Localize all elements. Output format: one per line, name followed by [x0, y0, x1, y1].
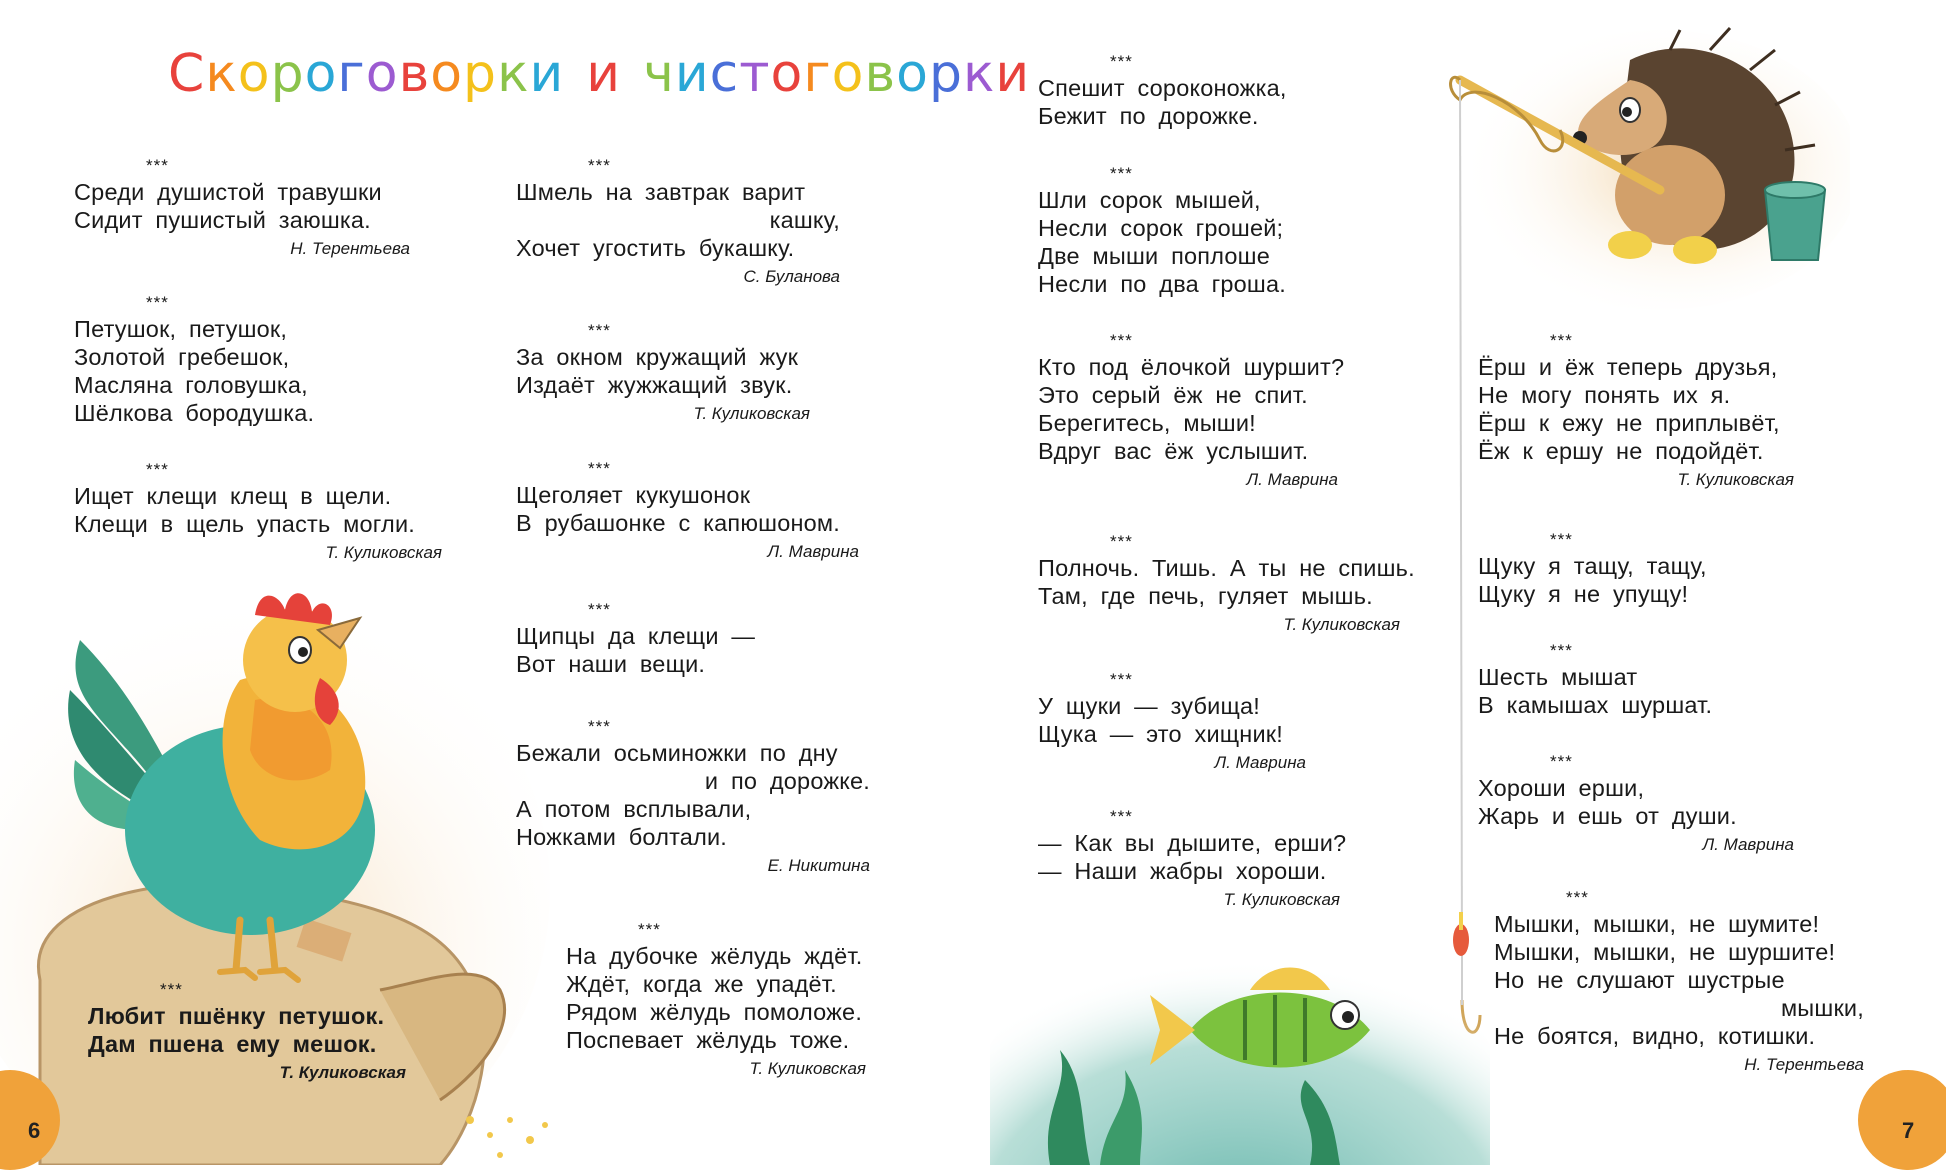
title-letter: о: [896, 44, 929, 104]
poem-line: кашку,: [769, 207, 840, 233]
poem-line: Спешит сороконожка,: [1038, 75, 1287, 101]
poem-11: [1038, 52, 1358, 130]
poem-line: Шмель на завтрак варит: [516, 179, 806, 205]
poem-line: Шли сорок мышей,: [1038, 187, 1261, 213]
poem-20: [1478, 752, 1794, 858]
poem-line: Бежали осьминожки по дну: [516, 740, 838, 766]
title-letter: о: [304, 44, 338, 104]
poem-17: [1478, 331, 1794, 493]
poem-line: Среди душистой травушки: [74, 179, 382, 205]
poem-stars: ***: [1550, 752, 1573, 771]
poem-line: Клещи в щель упасть могли.: [74, 511, 415, 537]
poem-line: мышки,: [1780, 995, 1864, 1021]
title-letter: к: [205, 44, 238, 104]
poem-line: — Наши жабры хороши.: [1038, 858, 1327, 884]
poem-author: Л. Маврина: [1246, 470, 1338, 489]
poem-line: — Как вы дышите, ерши?: [1038, 830, 1347, 856]
poem-line: Щуку я не упущу!: [1478, 581, 1689, 607]
poem-line: Бежит по дорожке.: [1038, 103, 1259, 129]
title-letter: р: [463, 44, 498, 104]
poem-line: А потом всплывали,: [516, 796, 752, 822]
poem-stars: ***: [588, 717, 611, 736]
poem-line: Поспевает жёлудь тоже.: [566, 1027, 850, 1053]
poem-8: [516, 600, 816, 678]
poem-stars: ***: [1110, 807, 1133, 826]
title-letter: г: [337, 44, 366, 104]
poem-1: [74, 156, 410, 262]
poem-line: Жарь и ешь от души.: [1478, 803, 1737, 829]
poem-stars: ***: [160, 980, 183, 999]
poem-author: Т. Куликовская: [279, 1063, 406, 1082]
poem-line: Масляна головушка,: [74, 372, 308, 398]
poem-3: [74, 460, 442, 566]
poem-line: Рядом жёлудь помоложе.: [566, 999, 863, 1025]
poem-line: Это серый ёж не спит.: [1038, 382, 1308, 408]
poem-line: Берегитесь, мыши!: [1038, 410, 1256, 436]
poem-line: Шесть мышат: [1478, 664, 1638, 690]
title-letter: С: [168, 44, 206, 104]
title-letter: о: [831, 44, 865, 104]
poem-line: Издаёт жужжащий звук.: [516, 372, 793, 398]
title-letter: и: [586, 44, 622, 104]
poem-author: Т. Куликовская: [749, 1059, 866, 1078]
page-title: [168, 44, 1030, 104]
poem-stars: ***: [588, 600, 611, 619]
poem-line: В камышах шуршат.: [1478, 692, 1713, 718]
title-letter: р: [928, 44, 963, 104]
poem-13: [1038, 331, 1345, 493]
poem-stars: ***: [1110, 164, 1133, 183]
poem-line: Щеголяет кукушонок: [516, 482, 751, 508]
poem-stars: ***: [1110, 670, 1133, 689]
poem-line: Золотой гребешок,: [74, 344, 290, 370]
poem-stars: ***: [588, 321, 611, 340]
poem-author: Е. Никитина: [767, 856, 870, 875]
poem-line: Мышки, мышки, не шумите!: [1494, 911, 1820, 937]
poem-stars: ***: [588, 459, 611, 478]
poem-4: [88, 980, 406, 1086]
poem-line: Ищет клещи клещ в щели.: [74, 483, 392, 509]
poem-line: Ёж к ершу не подойдёт.: [1478, 438, 1764, 464]
poem-author: Т. Куликовская: [325, 543, 442, 562]
title-letter: и: [995, 44, 1031, 104]
poem-line: Вот наши вещи.: [516, 651, 706, 677]
poem-line: Но не слушают шустрые: [1494, 967, 1785, 993]
poem-5: [516, 156, 840, 290]
poem-author: Т. Куликовская: [1283, 615, 1400, 634]
poem-author: Л. Маврина: [1702, 835, 1794, 854]
poem-line: Не могу понять их я.: [1478, 382, 1731, 408]
poem-line: и по дорожке.: [704, 768, 870, 794]
poem-6: [516, 321, 810, 427]
poem-stars: ***: [146, 293, 169, 312]
poem-stars: ***: [1110, 532, 1133, 551]
poem-stars: ***: [1110, 52, 1133, 71]
poem-line: Хороши ерши,: [1478, 775, 1645, 801]
poem-line: На дубочке жёлудь ждёт.: [566, 943, 863, 969]
poem-line: Сидит пушистый заюшка.: [74, 207, 371, 233]
poem-line: Вдруг вас ёж услышит.: [1038, 438, 1309, 464]
page-number-right: [1858, 1070, 1946, 1170]
poem-author: Л. Маврина: [1214, 753, 1306, 772]
title-letter: к: [962, 44, 996, 104]
poem-line: Полночь. Тишь. А ты не спишь.: [1038, 555, 1415, 581]
poem-line: За окном кружащий жук: [516, 344, 799, 370]
poem-line: Мышки, мышки, не шуршите!: [1494, 939, 1836, 965]
poem-line: Там, где печь, гуляет мышь.: [1038, 583, 1373, 609]
poem-stars: ***: [146, 156, 169, 175]
poem-14: [1038, 532, 1415, 638]
poem-author: Т. Куликовская: [1223, 890, 1340, 909]
poem-15: [1038, 670, 1306, 776]
poem-12: [1038, 164, 1358, 298]
poem-line: У щуки — зубища!: [1038, 693, 1261, 719]
poem-line: Ёрш к ежу не приплывёт,: [1478, 410, 1780, 436]
poem-line: Ножками болтали.: [516, 824, 728, 850]
poem-stars: ***: [1110, 331, 1133, 350]
poem-16: [1038, 807, 1347, 913]
title-letter: ч: [643, 44, 675, 104]
poem-19: [1478, 641, 1778, 719]
title-letter: в: [864, 44, 897, 104]
hedgehog-fishing-illustration: [1430, 20, 1850, 310]
poem-stars: ***: [1550, 331, 1573, 350]
poem-author: С. Буланова: [743, 267, 840, 286]
poem-stars: ***: [1550, 641, 1573, 660]
poem-stars: ***: [638, 920, 661, 939]
title-letter: о: [237, 44, 271, 104]
title-letter: т: [739, 44, 771, 104]
poem-10: [566, 920, 866, 1082]
poem-line: Ждёт, когда же упадёт.: [566, 971, 837, 997]
poem-21: [1494, 888, 1864, 1078]
title-letter: и: [674, 44, 710, 104]
poem-line: Щуку я тащу, тащу,: [1478, 553, 1707, 579]
fish-underwater-illustration: [990, 920, 1490, 1165]
poem-9: [516, 717, 870, 879]
poem-line: В рубашонке с капюшоном.: [516, 510, 841, 536]
poem-line: Щука — это хищник!: [1038, 721, 1284, 747]
poem-7: [516, 459, 859, 565]
title-letter: с: [709, 44, 740, 104]
poem-stars: ***: [588, 156, 611, 175]
poem-line: Петушок, петушок,: [74, 316, 288, 342]
poem-line: Две мыши поплоше: [1038, 243, 1270, 269]
poem-line: Дам пшена ему мешок.: [88, 1031, 377, 1057]
poem-stars: ***: [1550, 530, 1573, 549]
title-letter: в: [398, 44, 431, 104]
poem-author: Т. Куликовская: [693, 404, 810, 423]
title-letter: о: [430, 44, 464, 104]
title-letter: к: [497, 44, 530, 104]
poem-author: Л. Маврина: [767, 542, 859, 561]
title-letter: и: [529, 44, 565, 104]
poem-line: Не боятся, видно, котишки.: [1494, 1023, 1816, 1049]
title-letter: р: [270, 44, 305, 104]
poem-author: Н. Терентьева: [1744, 1055, 1864, 1074]
poem-author: Т. Куликовская: [1677, 470, 1794, 489]
poem-2: [74, 293, 410, 427]
title-letter: о: [365, 44, 399, 104]
title-letter: г: [803, 44, 832, 104]
poem-author: Н. Терентьева: [290, 239, 410, 258]
poem-line: Хочет угостить букашку.: [516, 235, 795, 261]
poem-stars: ***: [1566, 888, 1589, 907]
page-number-text: 6: [28, 1118, 41, 1143]
poem-line: Несли по два гроша.: [1038, 271, 1286, 297]
poem-18: [1478, 530, 1778, 608]
poem-line: Любит пшёнку петушок.: [88, 1003, 385, 1029]
title-letter: о: [770, 44, 804, 104]
poem-stars: ***: [146, 460, 169, 479]
poem-line: Щипцы да клещи —: [516, 623, 756, 649]
page-number-text: 7: [1902, 1118, 1915, 1143]
poem-line: Несли сорок грошей;: [1038, 215, 1284, 241]
poem-line: Кто под ёлочкой шуршит?: [1038, 354, 1345, 380]
poem-line: Шёлкова бородушка.: [74, 400, 315, 426]
poem-line: Ёрш и ёж теперь друзья,: [1478, 354, 1778, 380]
